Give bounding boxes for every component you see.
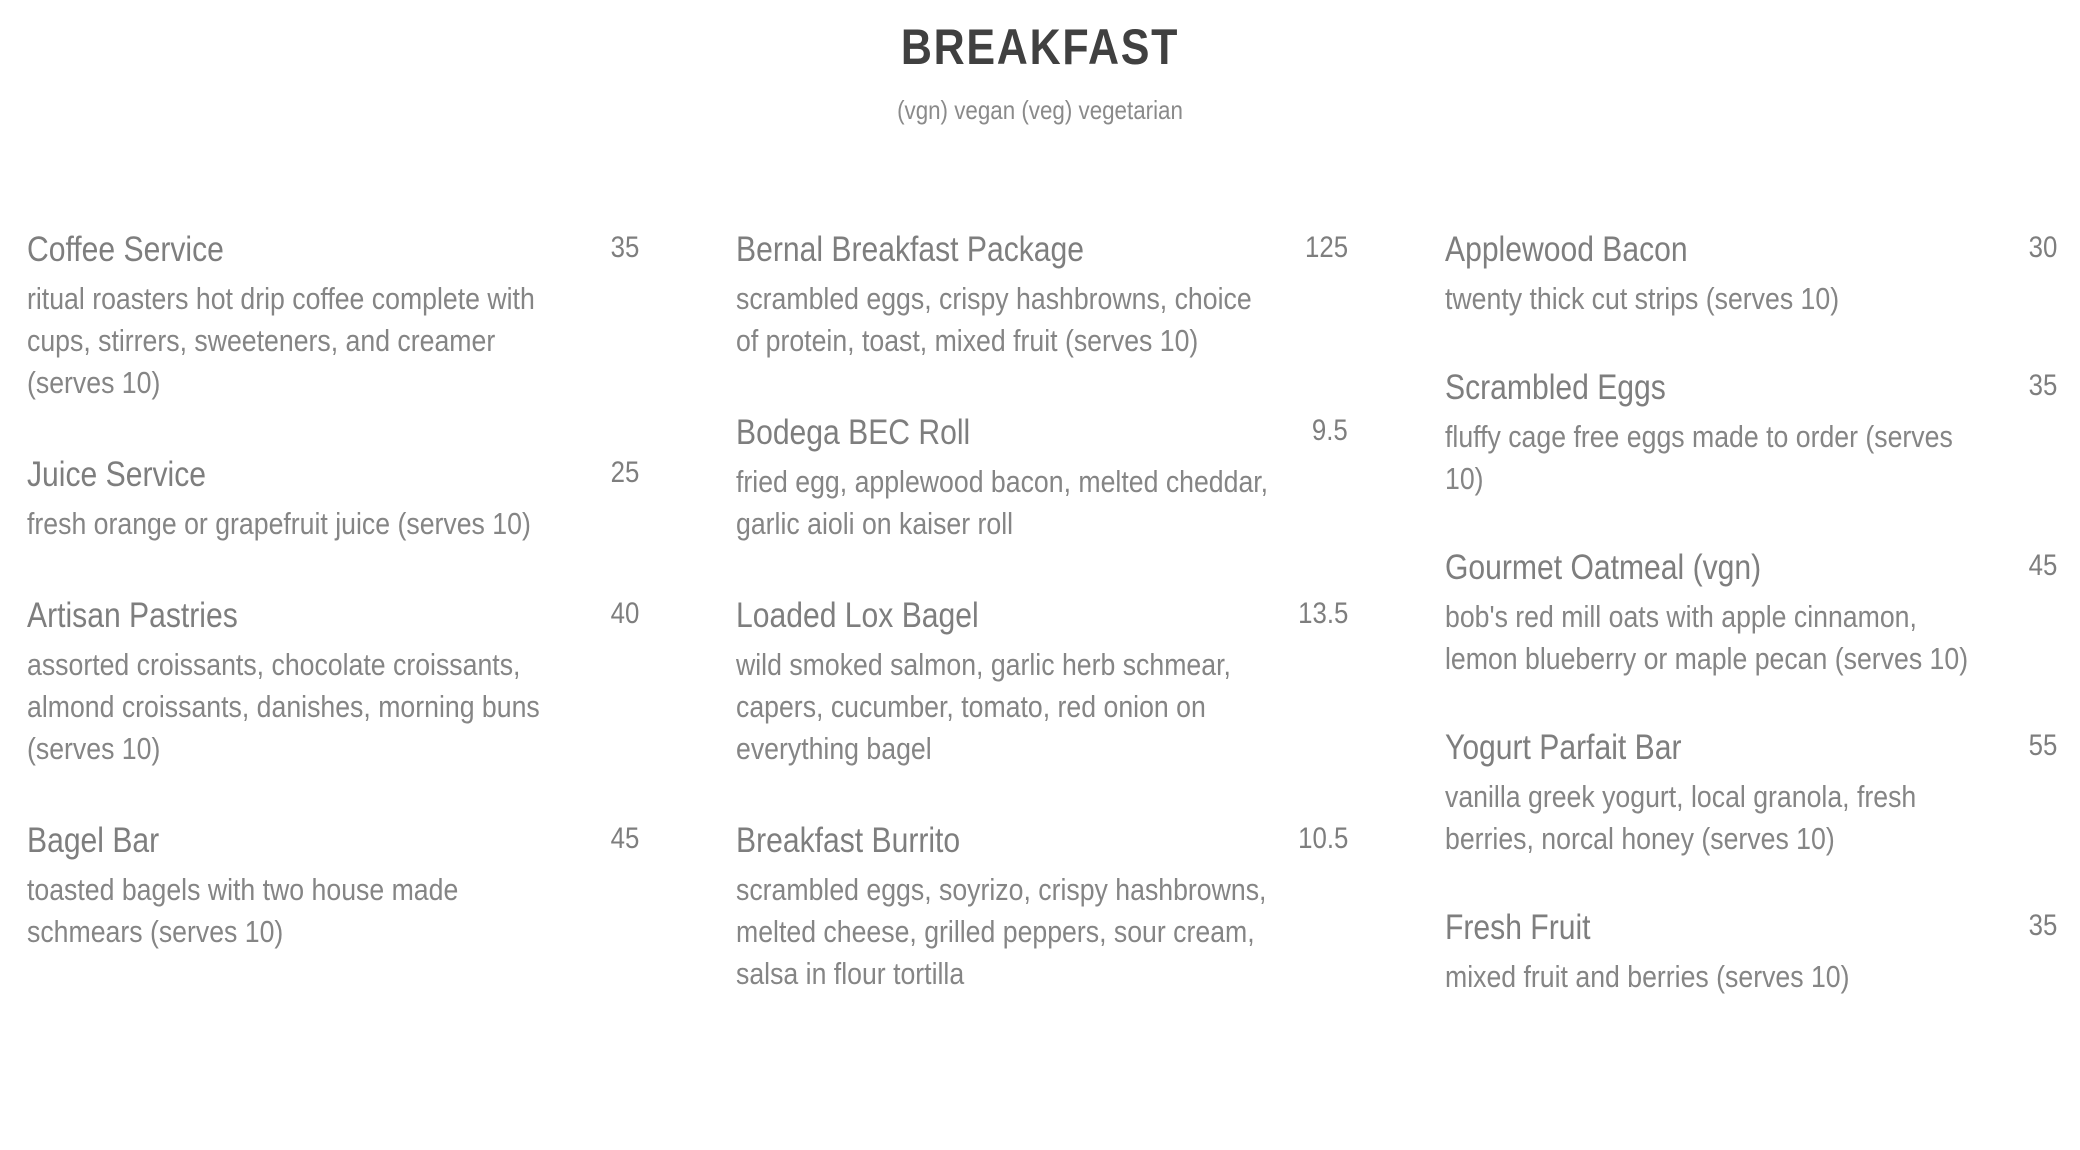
- item-price: 40: [610, 597, 639, 630]
- item-description: vanilla greek yogurt, local granola, fresh berries, norcal honey (serves 10): [1445, 779, 1917, 856]
- menu-item-breakfast-burrito: [736, 819, 1348, 995]
- menu-column-2: [736, 228, 1348, 1044]
- item-name: Bagel Bar: [27, 821, 160, 860]
- diet-legend: (vgn) vegan (veg) vegetarian: [897, 95, 1183, 125]
- item-description: bob's red mill oats with apple cinnamon, lemon blueberry or maple pecan (serves 10): [1445, 599, 1969, 676]
- item-price: 45: [2028, 549, 2057, 582]
- item-name: Coffee Service: [27, 230, 224, 269]
- menu-item-gourmet-oatmeal: [1445, 546, 2057, 680]
- item-name: Gourmet Oatmeal (vgn): [1445, 548, 1762, 587]
- menu-item-yogurt-parfait-bar: [1445, 726, 2057, 860]
- menu-item-loaded-lox-bagel: [736, 594, 1348, 770]
- item-name: Breakfast Burrito: [736, 821, 961, 860]
- menu-column-1: [27, 228, 639, 1002]
- item-price: 45: [610, 822, 639, 855]
- item-description: fresh orange or grapefruit juice (serves 10): [27, 506, 531, 541]
- item-price: 10.5: [1297, 822, 1348, 855]
- menu-item-bodega-bec-roll: [736, 411, 1348, 545]
- item-description: toasted bagels with two house made schmears (serves 10): [27, 872, 459, 949]
- menu-item-scrambled-eggs: [1445, 366, 2057, 500]
- item-name: Applewood Bacon: [1445, 230, 1688, 269]
- item-price: 35: [610, 231, 639, 264]
- menu-item-juice-service: [27, 453, 639, 545]
- item-description: fluffy cage free eggs made to order (serves 10): [1445, 419, 1953, 496]
- item-description: ritual roasters hot drip coffee complete with cups, stirrers, sweeteners, and creamer (serves 10): [27, 281, 535, 400]
- item-name: Bernal Breakfast Package: [736, 230, 1085, 269]
- page-title: BREAKFAST: [900, 19, 1180, 75]
- menu-item-artisan-pastries: [27, 594, 639, 770]
- item-name: Fresh Fruit: [1445, 908, 1591, 947]
- menu-item-bernal-breakfast-package: [736, 228, 1348, 362]
- item-name: Bodega BEC Roll: [736, 413, 971, 452]
- item-price: 13.5: [1297, 597, 1348, 630]
- item-price: 35: [2028, 369, 2057, 402]
- item-price: 25: [610, 456, 639, 489]
- menu-item-coffee-service: [27, 228, 639, 404]
- menu-item-bagel-bar: [27, 819, 639, 953]
- item-name: Artisan Pastries: [27, 596, 238, 635]
- item-price: 125: [1304, 231, 1348, 264]
- item-price: 35: [2028, 909, 2057, 942]
- item-name: Juice Service: [27, 455, 207, 494]
- item-price: 55: [2028, 729, 2057, 762]
- item-description: scrambled eggs, soyrizo, crispy hashbrowns, melted cheese, grilled peppers, sour cream, salsa in flour tortilla: [736, 872, 1267, 991]
- item-description: scrambled eggs, crispy hashbrowns, choice of protein, toast, mixed fruit (serves 10): [736, 281, 1252, 358]
- menu-column-3: [1445, 228, 2057, 1044]
- item-description: assorted croissants, chocolate croissants, almond croissants, danishes, morning buns (serves 10): [27, 647, 540, 766]
- item-description: fried egg, applewood bacon, melted cheddar, garlic aioli on kaiser roll: [736, 464, 1269, 541]
- item-name: Scrambled Eggs: [1445, 368, 1666, 407]
- item-name: Yogurt Parfait Bar: [1445, 728, 1682, 767]
- item-description: mixed fruit and berries (serves 10): [1445, 959, 1850, 994]
- menu-item-applewood-bacon: [1445, 228, 2057, 320]
- item-name: Loaded Lox Bagel: [736, 596, 979, 635]
- item-description: twenty thick cut strips (serves 10): [1445, 281, 1840, 316]
- menu-item-fresh-fruit: [1445, 906, 2057, 998]
- item-price: 9.5: [1312, 414, 1348, 447]
- item-price: 30: [2028, 231, 2057, 264]
- item-description: wild smoked salmon, garlic herb schmear, capers, cucumber, tomato, red onion on everything bagel: [736, 647, 1231, 766]
